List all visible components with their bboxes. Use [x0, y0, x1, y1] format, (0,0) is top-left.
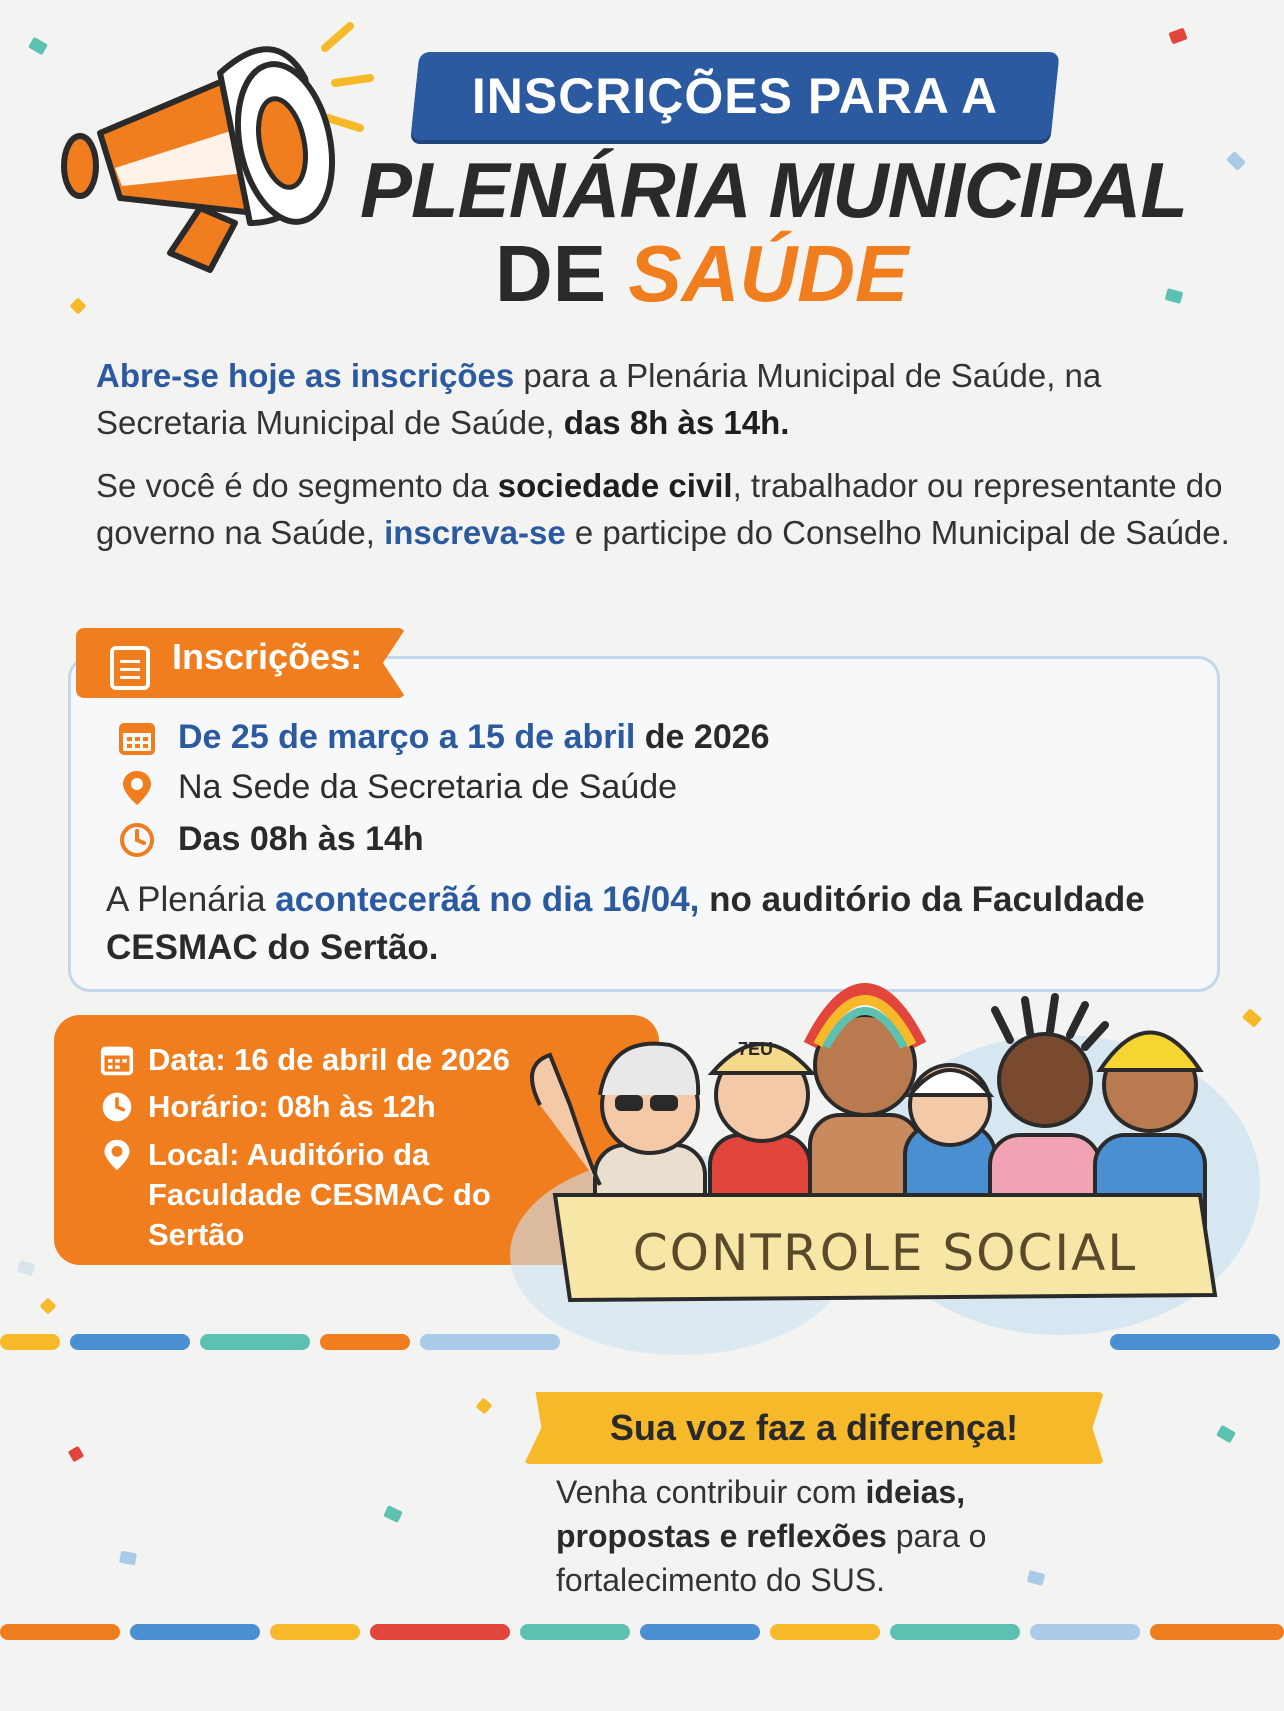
confetti [1216, 1425, 1236, 1443]
clock-icon [100, 1090, 134, 1124]
confetti [70, 298, 87, 315]
confetti [28, 37, 48, 55]
clock-icon [118, 821, 156, 859]
document-icon [110, 646, 150, 690]
stripe [890, 1624, 1020, 1640]
stripe [0, 1624, 120, 1640]
page-subtitle: DE SAÚDE [495, 229, 909, 318]
controle-social-text: CONTROLE SOCIAL [632, 1224, 1138, 1282]
stripe [200, 1334, 310, 1350]
megaphone-icon [60, 8, 380, 278]
inscricoes-date-row: De 25 de março a 15 de abril de 2026 [118, 718, 770, 757]
stripe [1150, 1624, 1284, 1640]
confetti [40, 1298, 57, 1315]
stripe [770, 1624, 880, 1640]
confetti [68, 1446, 84, 1462]
hat-text: 7EU [738, 1039, 774, 1059]
stripe [1030, 1624, 1140, 1640]
stripe [320, 1334, 410, 1350]
voz-banner-text: Sua voz faz a diferença! [609, 1407, 1019, 1448]
calendar-icon [100, 1043, 134, 1077]
header-banner-text: INSCRIÇÕES PARA A [471, 68, 999, 124]
stripe [130, 1624, 260, 1640]
stripe [70, 1334, 190, 1350]
confetti [476, 1398, 493, 1415]
calendar-icon [118, 719, 156, 757]
stripe [520, 1624, 630, 1640]
inscricoes-tag-label: Inscrições: [172, 636, 363, 677]
stripe [1110, 1334, 1280, 1350]
stripe [270, 1624, 360, 1640]
confetti [119, 1551, 137, 1566]
confetti [383, 1505, 403, 1523]
event-time-row: Horário: 08h às 12h [100, 1087, 436, 1127]
controle-social-illustration [500, 955, 1260, 1355]
inscricoes-hours-row: Das 08h às 14h [118, 820, 424, 859]
intro-paragraph-1: Abre-se hoje as inscrições para a Plenária Municipal de Saúde, na Secretaria Municipal de Saúde, das 8h às 14h. [96, 357, 1102, 441]
page-title: PLENÁRIA MUNICIPAL [360, 146, 1187, 234]
confetti [16, 1260, 35, 1277]
stripe [370, 1624, 510, 1640]
event-location-row: Local: Auditório da Faculdade CESMAC do Sertão [100, 1135, 500, 1255]
intro-paragraph-2: Se você é do segmento da sociedade civil, trabalhador ou representante do governo na Saúde, inscreva-se e participe do Conselho Municipal de Saúde. [96, 467, 1230, 551]
stripe [420, 1334, 560, 1350]
plenaria-info: A Plenária acontecerãá no dia 16/04, no auditório da Faculdade CESMAC do Sertão. [106, 880, 1145, 967]
confetti [1168, 28, 1187, 45]
stripe [640, 1624, 760, 1640]
location-pin-icon [100, 1138, 134, 1172]
location-pin-icon [118, 769, 156, 807]
stripe [0, 1334, 60, 1350]
inscricoes-place-row: Na Sede da Secretaria de Saúde [118, 768, 677, 807]
venha-paragraph: Venha contribuir com ideias, propostas e reflexões para o fortalecimento do SUS. [556, 1474, 987, 1598]
event-date-row: Data: 16 de abril de 2026 [100, 1040, 510, 1080]
